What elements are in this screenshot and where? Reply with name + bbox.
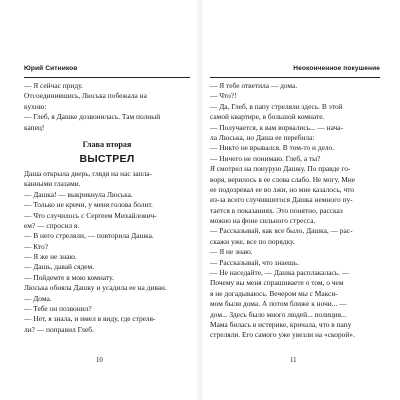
- text-line: — Дома.: [24, 293, 52, 303]
- text-line: — Я сейчас приду.: [24, 81, 83, 90]
- right-header-rule: [210, 77, 380, 78]
- text-line: стреляли. Его самого уже увезли на «скорой».: [210, 330, 355, 340]
- left-page-number: 10: [96, 357, 103, 364]
- text-line: — Я не знаю.: [210, 247, 253, 257]
- text-line: — Что случилось с Сергеем Михайлович-: [24, 210, 157, 220]
- text-line: — Я же не знаю.: [24, 252, 77, 262]
- text-line: — Рассказывай, что знаешь.: [210, 257, 299, 267]
- right-running-header: Неоконченное покушение: [293, 65, 380, 72]
- text-line: скажи уже, все по порядку.: [210, 236, 295, 246]
- text-line: — Не наседайте, — Дашка расплакалась. —: [210, 268, 350, 278]
- text-line: — Ничего не понимаю. Глеб, а ты?: [210, 153, 321, 163]
- text-line: воря, верилось в ее слова слабо. Не могу. Мне: [210, 174, 356, 184]
- text-line: — Никто не врывался. В том-то и дело.: [210, 143, 335, 153]
- text-line: — Кто?: [24, 241, 48, 251]
- text-line: ем? — спросил я.: [24, 220, 80, 230]
- right-text: [210, 81, 380, 341]
- text-line: я не догадываюсь. Вечером мы с Макси-: [210, 288, 338, 298]
- text-line: самой квартире, в большой комнате.: [210, 112, 325, 122]
- text-line: — Только не кричи, у меня голова болит.: [24, 200, 153, 210]
- text-line: из-за всего случившегося Дашка немного пу-: [210, 195, 353, 205]
- text-line: кухню:: [24, 101, 47, 111]
- right-page-number: 11: [290, 357, 297, 364]
- text-line: Люська обняла Дашку и усадила ее на диван.: [24, 283, 167, 293]
- text-line: — Я тебе ответила — дома.: [210, 81, 298, 90]
- text-line: ли? — поправил Глеб.: [24, 324, 94, 334]
- text-line: — Дашка! — выкрикнула Люська.: [24, 189, 133, 199]
- text-line: капец!: [24, 122, 45, 132]
- text-line: Даша открыла дверь, глядя на нас запла-: [24, 168, 152, 178]
- text-line: ее подозревал ее во лжи, но мне казалось, что: [210, 184, 355, 194]
- left-header-rule: [24, 77, 190, 78]
- text-line: — Получается, к вам ворвались... — нача-: [210, 122, 344, 132]
- left-text-bottom: [24, 169, 190, 335]
- chapter-title: Глава вторая: [82, 139, 132, 149]
- text-line: ла Люська, но Даша ее перебила:: [210, 132, 315, 142]
- text-line: Я смотрел на понурую Дашку. По правде го-: [210, 164, 351, 174]
- text-line: — Пойдемте в мою комнату.: [24, 272, 114, 282]
- text-line: можно на фоне сильного стресса.: [210, 216, 316, 226]
- text-line: — Что?!: [210, 91, 237, 101]
- text-line: — В него стреляли, — повторила Дашка.: [24, 231, 154, 241]
- text-line: — Глеб, я Дашке дозвонилась. Там полный: [24, 112, 161, 122]
- text-line: тается в показаниях. Это понятно, рассказ: [210, 205, 343, 215]
- text-line: Отсоединившись, Люська побежала на: [24, 91, 147, 101]
- text-line: дом... Здесь было много людей... полиция...: [210, 309, 347, 319]
- text-line: — Рассказывай, как все было, Дашка, — рас-: [210, 226, 353, 236]
- text-line: Мама билась в истерике, кричала, что в папу: [210, 319, 352, 329]
- text-line: Почему вы меня спрашиваете о том, о чем: [210, 278, 344, 288]
- text-line: — Дашь, давай сядем.: [24, 262, 95, 272]
- text-line: — Нет, я знала, и имел в виду, где стреля-: [24, 314, 156, 324]
- left-running-header: Юрий Ситников: [24, 65, 78, 72]
- text-line: — Тебе он позвонил?: [24, 304, 92, 314]
- text-line: канными глазами.: [24, 179, 81, 189]
- right-page-body: [210, 81, 380, 341]
- left-text-top: [24, 81, 190, 133]
- chapter-subtitle: ВЫСТРЕЛ: [79, 152, 135, 165]
- text-line: мом были дома. А потом ближе к ночи... —: [210, 299, 347, 309]
- left-page-body: [24, 81, 190, 335]
- right-page: [200, 0, 400, 400]
- text-line: — Да, Глеб, в папу стреляли здесь. В этой: [210, 101, 343, 111]
